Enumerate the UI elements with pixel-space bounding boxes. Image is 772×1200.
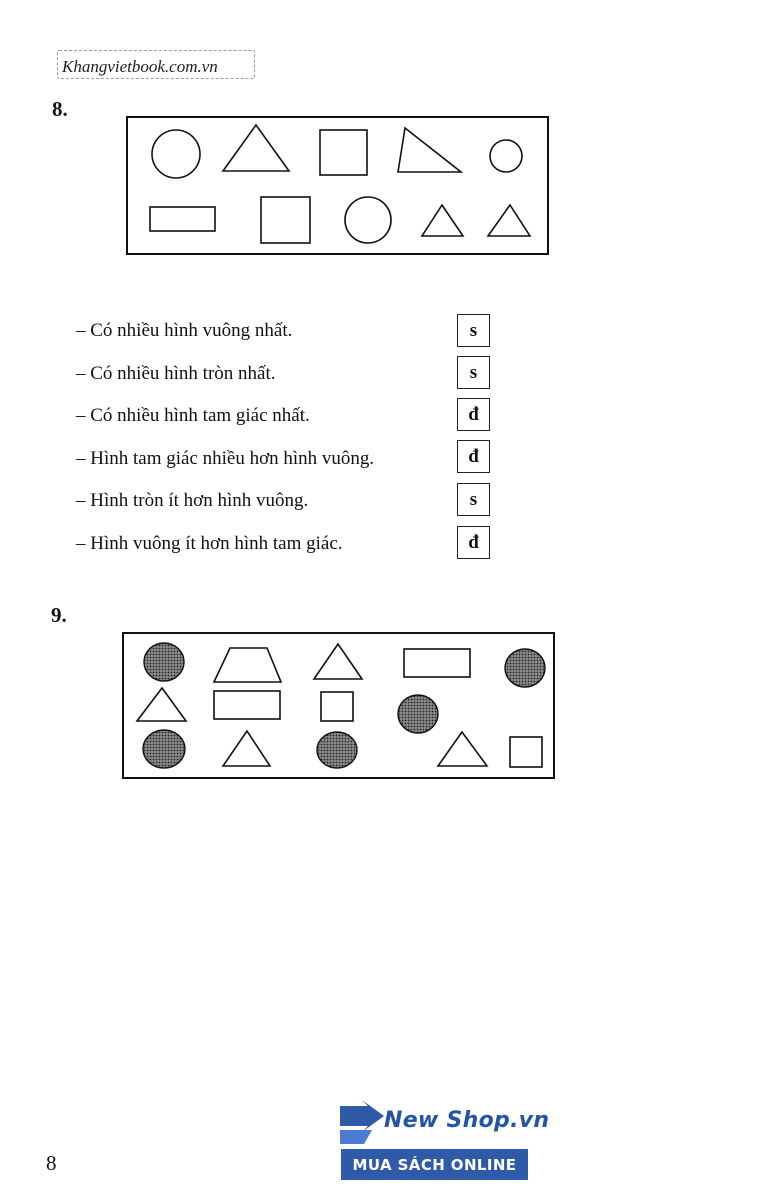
answer-box-2[interactable]: s bbox=[457, 356, 490, 389]
statement-1: – Có nhiều hình vuông nhất. bbox=[76, 320, 293, 341]
rectangle-shape bbox=[404, 649, 470, 677]
shaded-circle-shape bbox=[317, 732, 357, 768]
statement-5: – Hình tròn ít hơn hình vuông. bbox=[76, 490, 309, 511]
triangle-shape bbox=[223, 125, 289, 171]
statement-4: – Hình tam giác nhiều hơn hình vuông. bbox=[76, 448, 375, 469]
answer-box-5[interactable]: s bbox=[457, 483, 490, 516]
exercise-8-number: 8. bbox=[52, 97, 68, 121]
exercise-8-shape-panel bbox=[126, 116, 550, 256]
statement-6: – Hình vuông ít hơn hình tam giác. bbox=[76, 533, 343, 554]
answer-box-4[interactable]: đ bbox=[457, 440, 490, 473]
rectangle-shape bbox=[150, 207, 215, 231]
square-shape bbox=[321, 692, 353, 721]
triangle-shape bbox=[438, 732, 487, 766]
panel-border bbox=[127, 117, 548, 254]
page-number: 8 bbox=[46, 1151, 57, 1175]
exercise-9-shape-panel bbox=[122, 632, 556, 780]
circle-shape bbox=[152, 130, 200, 178]
shaded-circle-shape bbox=[143, 730, 185, 768]
header-site-name: Khangvietbook.com.vn bbox=[62, 57, 218, 76]
triangle-shape bbox=[223, 731, 270, 766]
circle-shape bbox=[345, 197, 391, 243]
answer-box-1[interactable]: s bbox=[457, 314, 490, 347]
trapezoid-shape bbox=[214, 648, 281, 682]
circle-shape bbox=[490, 140, 522, 172]
square-shape bbox=[261, 197, 310, 243]
shaded-circle-shape bbox=[398, 695, 438, 733]
statement-2: – Có nhiều hình tròn nhất. bbox=[76, 363, 276, 384]
answer-box-3[interactable]: đ bbox=[457, 398, 490, 431]
newshop-arrow-logo-icon bbox=[338, 1100, 386, 1146]
logo-name[interactable]: New Shop.vn bbox=[384, 1108, 550, 1133]
logo-banner[interactable]: MUA SÁCH ONLINE bbox=[341, 1149, 528, 1180]
triangle-shape bbox=[314, 644, 362, 679]
triangle-shape bbox=[488, 205, 530, 236]
right-triangle-shape bbox=[398, 128, 461, 172]
triangle-shape bbox=[422, 205, 463, 236]
exercise-9-number: 9. bbox=[51, 603, 67, 627]
shaded-circle-shape bbox=[144, 643, 184, 681]
square-shape bbox=[320, 130, 367, 175]
statement-3: – Có nhiều hình tam giác nhất. bbox=[76, 405, 310, 426]
shaded-circle-shape bbox=[505, 649, 545, 687]
answer-box-6[interactable]: đ bbox=[457, 526, 490, 559]
triangle-shape bbox=[137, 688, 186, 721]
rectangle-shape bbox=[214, 691, 280, 719]
square-shape bbox=[510, 737, 542, 767]
